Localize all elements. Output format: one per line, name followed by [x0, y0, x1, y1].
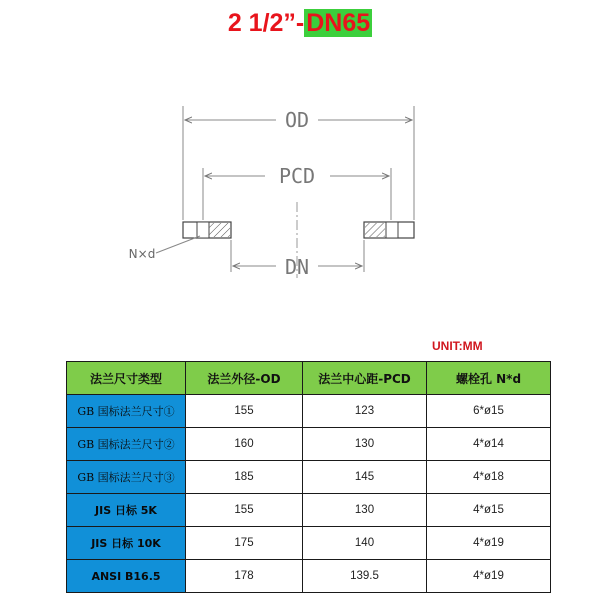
flange-section — [183, 222, 414, 238]
row-pcd: 139.5 — [303, 560, 427, 593]
row-type: GB 国标法兰尺寸③ — [67, 461, 186, 494]
hole-label: N×d — [128, 247, 156, 261]
row-type: ANSI B16.5 — [67, 560, 186, 593]
row-type: GB 国标法兰尺寸① — [67, 395, 186, 428]
row-bolt-holes: 6*ø15 — [427, 395, 551, 428]
row-od: 160 — [186, 428, 303, 461]
row-od: 175 — [186, 527, 303, 560]
row-pcd: 140 — [303, 527, 427, 560]
row-od: 155 — [186, 494, 303, 527]
row-type: GB 国标法兰尺寸② — [67, 428, 186, 461]
od-label: OD — [284, 108, 310, 132]
header-od: 法兰外径-OD — [186, 362, 303, 395]
hole-leader-line — [156, 236, 200, 253]
row-bolt-holes: 4*ø19 — [427, 560, 551, 593]
pcd-label: PCD — [278, 164, 316, 188]
header-pcd: 法兰中心距-PCD — [303, 362, 427, 395]
header-type: 法兰尺寸类型 — [67, 362, 186, 395]
row-bolt-holes: 4*ø18 — [427, 461, 551, 494]
table-row — [67, 428, 551, 461]
page-title — [0, 6, 600, 40]
table-row — [67, 560, 551, 593]
flange-drawing — [0, 90, 600, 330]
title-dn-highlight: DN65 — [306, 9, 371, 37]
row-pcd: 130 — [303, 494, 427, 527]
row-type: JIS 日标 10K — [67, 527, 186, 560]
table-row — [67, 527, 551, 560]
header-bolt-holes: 螺栓孔 N*d — [427, 362, 551, 395]
row-bolt-holes: 4*ø19 — [427, 527, 551, 560]
row-bolt-holes: 4*ø14 — [427, 428, 551, 461]
row-pcd: 130 — [303, 428, 427, 461]
flange-size-table — [66, 361, 551, 593]
row-pcd: 123 — [303, 395, 427, 428]
title-size-text: 2 1/2”- — [227, 9, 305, 37]
row-type: JIS 日标 5K — [67, 494, 186, 527]
dn-label: DN — [284, 255, 310, 279]
row-od: 178 — [186, 560, 303, 593]
table-row — [67, 395, 551, 428]
table-header-row — [67, 362, 551, 395]
unit-label: UNIT:MM — [432, 339, 483, 353]
table-row — [67, 461, 551, 494]
row-pcd: 145 — [303, 461, 427, 494]
row-od: 155 — [186, 395, 303, 428]
row-bolt-holes: 4*ø15 — [427, 494, 551, 527]
row-od: 185 — [186, 461, 303, 494]
table-row — [67, 494, 551, 527]
